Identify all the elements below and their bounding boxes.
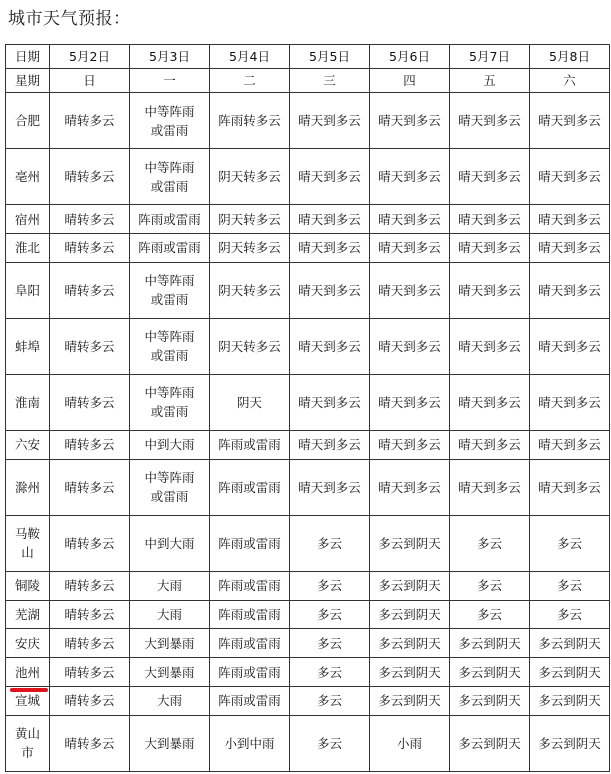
city-cell [6, 459, 50, 515]
weekday-cell: 日 [50, 69, 130, 93]
forecast-cell: 多云到阴天 [530, 629, 610, 658]
forecast-cell: 多云到阴天 [450, 715, 530, 771]
date-cell: 5月4日 [210, 45, 290, 69]
city-cell [6, 431, 50, 460]
forecast-cell: 晴转多云 [50, 233, 130, 262]
forecast-cell: 晴转多云 [50, 205, 130, 234]
forecast-cell: 晴天到多云 [370, 374, 450, 430]
forecast-cell: 多云 [530, 515, 610, 571]
forecast-cell: 阵雨或雷雨 [130, 205, 210, 234]
forecast-cell: 晴天到多云 [450, 262, 530, 318]
forecast-cell: 多云到阴天 [370, 687, 450, 716]
forecast-cell: 中等阵雨或雷雨 [130, 318, 210, 374]
weekday-cell: 五 [450, 69, 530, 93]
city-cell [6, 658, 50, 687]
city-name: 池州 [15, 663, 40, 682]
forecast-cell: 晴天到多云 [450, 205, 530, 234]
date-cell: 5月5日 [290, 45, 370, 69]
table-row [6, 658, 610, 687]
forecast-cell: 晴天到多云 [450, 318, 530, 374]
forecast-cell: 晴转多云 [50, 715, 130, 771]
forecast-cell: 多云到阴天 [370, 658, 450, 687]
forecast-cell: 阵雨或雷雨 [210, 658, 290, 687]
forecast-cell: 晴天到多云 [290, 431, 370, 460]
forecast-cell: 晴天到多云 [450, 374, 530, 430]
weather-forecast-table [5, 44, 610, 772]
forecast-cell: 多云 [450, 515, 530, 571]
forecast-cell: 晴天到多云 [450, 431, 530, 460]
table-row [6, 715, 610, 771]
forecast-cell: 晴天到多云 [530, 262, 610, 318]
city-name: 黄山市 [14, 726, 40, 761]
forecast-cell: 阴天转多云 [210, 149, 290, 205]
forecast-cell: 阴天转多云 [210, 233, 290, 262]
forecast-cell: 中等阵雨或雷雨 [130, 459, 210, 515]
forecast-cell: 大到暴雨 [130, 715, 210, 771]
weekday-cell: 六 [530, 69, 610, 93]
forecast-cell: 阵雨或雷雨 [210, 687, 290, 716]
table-row [6, 149, 610, 205]
city-name: 合肥 [14, 113, 40, 129]
forecast-cell: 晴天到多云 [530, 318, 610, 374]
forecast-cell: 多云 [450, 571, 530, 600]
forecast-cell: 大雨 [130, 600, 210, 629]
forecast-cell: 晴转多云 [50, 658, 130, 687]
date-header-row [6, 45, 610, 69]
city-name: 淮南 [14, 394, 40, 410]
city-cell [6, 715, 50, 771]
weekday-cell: 二 [210, 69, 290, 93]
forecast-cell: 多云到阴天 [370, 629, 450, 658]
forecast-cell: 多云到阴天 [370, 600, 450, 629]
table-row [6, 205, 610, 234]
forecast-cell: 多云到阴天 [530, 687, 610, 716]
forecast-cell: 晴天到多云 [530, 431, 610, 460]
table-row [6, 374, 610, 430]
forecast-cell: 晴天到多云 [290, 262, 370, 318]
table-row [6, 571, 610, 600]
city-name: 亳州 [14, 169, 40, 185]
city-name: 阜阳 [14, 282, 40, 298]
weekday-cell: 一 [130, 69, 210, 93]
forecast-cell: 阵雨或雷雨 [210, 571, 290, 600]
forecast-cell: 阵雨转多云 [210, 93, 290, 149]
city-cell [6, 233, 50, 262]
forecast-cell: 小到中雨 [210, 715, 290, 771]
forecast-cell: 多云到阴天 [370, 515, 450, 571]
forecast-cell: 晴天到多云 [530, 93, 610, 149]
forecast-cell: 晴天到多云 [530, 233, 610, 262]
forecast-cell: 阵雨或雷雨 [130, 233, 210, 262]
forecast-cell: 晴天到多云 [290, 205, 370, 234]
city-cell [6, 262, 50, 318]
forecast-cell: 大雨 [130, 687, 210, 716]
city-name: 滁州 [14, 479, 40, 495]
forecast-cell: 阴天转多云 [210, 318, 290, 374]
city-cell [6, 629, 50, 658]
forecast-cell: 多云 [290, 571, 370, 600]
forecast-cell: 晴天到多云 [290, 233, 370, 262]
forecast-cell: 中等阵雨或雷雨 [130, 93, 210, 149]
forecast-cell: 晴天到多云 [450, 149, 530, 205]
forecast-cell: 晴转多云 [50, 515, 130, 571]
table-row [6, 459, 610, 515]
forecast-cell: 阴天转多云 [210, 205, 290, 234]
weekday-header-row [6, 69, 610, 93]
forecast-cell: 大到暴雨 [130, 658, 210, 687]
city-name: 淮北 [14, 240, 40, 256]
forecast-cell: 晴转多云 [50, 459, 130, 515]
forecast-cell: 晴天到多云 [290, 149, 370, 205]
forecast-cell: 晴转多云 [50, 374, 130, 430]
city-name: 宿州 [14, 211, 40, 227]
forecast-cell: 晴天到多云 [530, 205, 610, 234]
forecast-cell: 多云 [530, 571, 610, 600]
forecast-cell: 晴天到多云 [450, 93, 530, 149]
forecast-cell: 多云 [290, 600, 370, 629]
forecast-cell: 阵雨或雷雨 [210, 431, 290, 460]
city-cell [6, 205, 50, 234]
date-cell: 5月6日 [370, 45, 450, 69]
city-cell [6, 93, 50, 149]
forecast-cell: 多云 [290, 515, 370, 571]
forecast-cell: 晴转多云 [50, 629, 130, 658]
city-name: 铜陵 [14, 578, 40, 594]
forecast-cell: 晴天到多云 [290, 459, 370, 515]
city-name: 芜湖 [14, 607, 40, 623]
table-row [6, 318, 610, 374]
forecast-cell: 多云到阴天 [450, 658, 530, 687]
table-row [6, 431, 610, 460]
city-name: 蚌埠 [14, 338, 40, 354]
week-label: 星期 [6, 69, 50, 93]
city-cell [6, 515, 50, 571]
forecast-cell: 晴天到多云 [370, 318, 450, 374]
city-cell [6, 149, 50, 205]
forecast-cell: 多云到阴天 [450, 629, 530, 658]
forecast-cell: 中等阵雨或雷雨 [130, 262, 210, 318]
forecast-cell: 中等阵雨或雷雨 [130, 374, 210, 430]
date-cell: 5月2日 [50, 45, 130, 69]
city-name: 六安 [14, 437, 40, 453]
forecast-cell: 多云到阴天 [370, 571, 450, 600]
city-cell [6, 600, 50, 629]
table-row [6, 600, 610, 629]
city-name: 马鞍山 [14, 526, 40, 561]
forecast-cell: 晴转多云 [50, 600, 130, 629]
weekday-cell: 四 [370, 69, 450, 93]
table-row [6, 629, 610, 658]
forecast-cell: 多云 [290, 629, 370, 658]
forecast-cell: 晴天到多云 [370, 93, 450, 149]
date-cell: 5月7日 [450, 45, 530, 69]
forecast-cell: 晴天到多云 [370, 459, 450, 515]
forecast-cell: 晴天到多云 [450, 233, 530, 262]
forecast-cell: 晴天到多云 [530, 374, 610, 430]
forecast-cell: 晴天到多云 [290, 318, 370, 374]
forecast-cell: 晴转多云 [50, 262, 130, 318]
weekday-cell: 三 [290, 69, 370, 93]
table-row [6, 687, 610, 716]
forecast-cell: 晴转多云 [50, 93, 130, 149]
forecast-cell: 晴天到多云 [530, 149, 610, 205]
forecast-cell: 晴天到多云 [370, 205, 450, 234]
forecast-cell: 晴天到多云 [450, 459, 530, 515]
forecast-cell: 多云 [290, 687, 370, 716]
forecast-cell: 晴转多云 [50, 571, 130, 600]
forecast-cell: 阴天 [210, 374, 290, 430]
forecast-cell: 晴转多云 [50, 149, 130, 205]
date-cell: 5月3日 [130, 45, 210, 69]
forecast-cell: 晴天到多云 [290, 374, 370, 430]
city-cell [6, 318, 50, 374]
forecast-cell: 小雨 [370, 715, 450, 771]
forecast-cell: 阵雨或雷雨 [210, 459, 290, 515]
forecast-cell: 晴转多云 [50, 687, 130, 716]
forecast-cell: 晴转多云 [50, 431, 130, 460]
forecast-cell: 阴天转多云 [210, 262, 290, 318]
forecast-cell: 晴天到多云 [370, 233, 450, 262]
forecast-cell: 晴天到多云 [370, 431, 450, 460]
page-title: 城市天气预报： [8, 9, 131, 29]
forecast-cell: 阵雨或雷雨 [210, 600, 290, 629]
table-row [6, 233, 610, 262]
forecast-cell: 晴天到多云 [530, 459, 610, 515]
city-name: 安庆 [14, 635, 40, 651]
table-row [6, 262, 610, 318]
forecast-cell: 多云 [290, 658, 370, 687]
forecast-cell: 晴天到多云 [370, 262, 450, 318]
forecast-cell: 中等阵雨或雷雨 [130, 149, 210, 205]
forecast-cell: 晴天到多云 [290, 93, 370, 149]
forecast-cell: 中到大雨 [130, 515, 210, 571]
forecast-cell: 多云 [530, 600, 610, 629]
forecast-cell: 大到暴雨 [130, 629, 210, 658]
date-label: 日期 [6, 45, 50, 69]
city-cell [6, 571, 50, 600]
table-row [6, 515, 610, 571]
forecast-cell: 晴天到多云 [370, 149, 450, 205]
forecast-cell: 多云 [450, 600, 530, 629]
forecast-cell: 多云到阴天 [530, 658, 610, 687]
forecast-cell: 多云 [290, 715, 370, 771]
forecast-cell: 大雨 [130, 571, 210, 600]
forecast-cell: 晴转多云 [50, 318, 130, 374]
forecast-cell: 阵雨或雷雨 [210, 515, 290, 571]
city-cell [6, 374, 50, 430]
forecast-cell: 多云到阴天 [530, 715, 610, 771]
date-cell: 5月8日 [530, 45, 610, 69]
forecast-cell: 阵雨或雷雨 [210, 629, 290, 658]
forecast-cell: 多云到阴天 [450, 687, 530, 716]
table-row [6, 93, 610, 149]
forecast-cell: 中到大雨 [130, 431, 210, 460]
city-name: 宣城 [14, 693, 40, 709]
